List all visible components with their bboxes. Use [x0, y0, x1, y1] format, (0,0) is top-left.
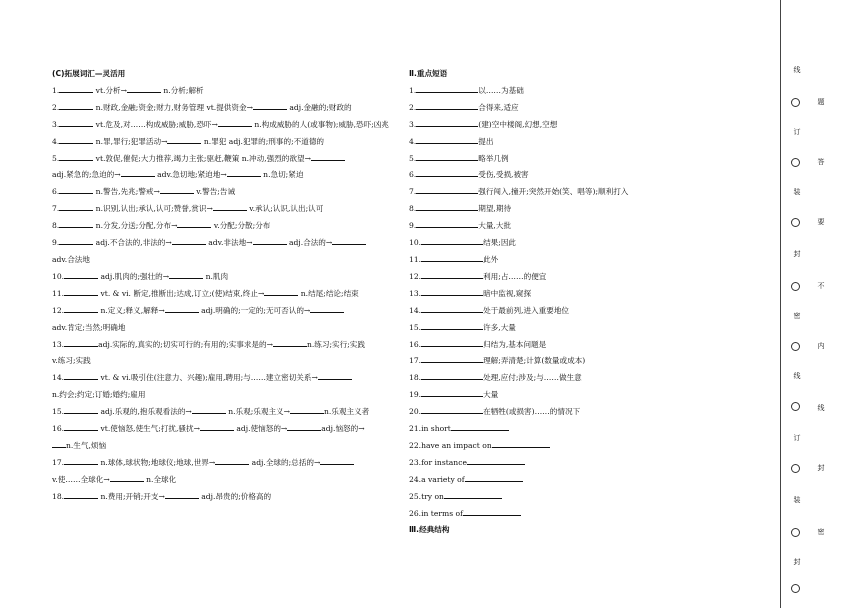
- item-5b: adj.紧急的;急迫的→ adv.急切地;紧迫地→ n.急切;紧迫: [52, 170, 304, 180]
- item-12: 12. n.定义;释义,解释→ adj.明确的;一定的;无可否认的→: [52, 303, 390, 320]
- margin-char-inner: 封: [817, 464, 825, 471]
- margin-circle-icon: [791, 218, 800, 227]
- item-3: 3. vt.危及,对……构成威胁;威胁,恐吓→ n.构成威胁的人(或事物);威胁,恐吓;凶兆: [52, 119, 389, 129]
- margin-char-inner: 答: [817, 158, 825, 165]
- item-13: 13. adj.实际的,真实的;切实可行的;有用的;实事求是的→ n.练习;实行;实践: [52, 339, 365, 349]
- section-heading-phrases: Ⅱ.重点短语: [409, 69, 448, 78]
- item-13b: v.练习;实践: [52, 356, 91, 366]
- item-16: 16. vt.使恼怒,使生气;打扰,骚扰→ adj.使恼怒的→ adj.恼怒的→: [52, 424, 365, 434]
- phrase-item: 6. 受伤,受损,被害: [409, 170, 529, 180]
- section-heading-structures: Ⅲ.经典结构: [409, 525, 450, 535]
- item-9: 9. adj.不合法的,非法的→ adv.非法地→ adj.合法的→: [52, 235, 390, 252]
- phrase-item: 4. 提出: [409, 136, 494, 146]
- margin-char-inner: 不: [817, 282, 825, 289]
- item-6: 6. n.警告,先兆;警戒→ v.警告;告诫: [52, 187, 236, 197]
- item-5: 5. vt.敦促,催促;大力推荐,竭力主张;驱赶,鞭策 n.冲动,强烈的欲望→: [52, 151, 390, 168]
- phrase-column: [409, 66, 709, 539]
- item-17: 17. n.球体,球状物;地球仪;地球,世界→ adj.全球的;总括的→: [52, 455, 390, 472]
- margin-circle-icon: [791, 282, 800, 291]
- phrase-item: 2. 合得来,适应: [409, 102, 519, 112]
- phrase-item: 16. 归结为,基本问题是: [409, 339, 547, 349]
- phrase-item: 5. 略举几例: [409, 153, 509, 163]
- phrase-translate-item: 26.in terms of: [409, 506, 709, 523]
- phrase-item: 17. 理解;弄清楚;计算(数量或成本): [409, 356, 586, 366]
- item-7: 7. n.识别,认出;承认,认可;赞誉,赏识→ v.承认;认识,认出;认可: [52, 204, 324, 214]
- phrase-item: 11. 此外: [409, 254, 499, 264]
- margin-char-inner: 要: [817, 218, 825, 225]
- margin-char: 线: [793, 66, 801, 73]
- item-4: 4. n.罪,罪行;犯罪活动→ n.罪犯 adj.犯罪的;刑事的;不道德的: [52, 136, 325, 146]
- item-16b: n.生气,烦恼: [52, 438, 390, 455]
- margin-circle-icon: [791, 342, 800, 351]
- item-10: 10. adj.肌肉的;强壮的→ n.肌肉: [52, 271, 229, 281]
- margin-char: 装: [793, 188, 801, 195]
- margin-char: 封: [793, 558, 801, 565]
- item-11: 11. vt. & vi. 断定,推断出;达成,订立;(使)结束,终止→ n.结尾;结论;结束: [52, 288, 359, 298]
- margin-circle-icon: [791, 158, 800, 167]
- margin-char-inner: 题: [817, 98, 825, 105]
- item-17b: v.使……全球化→ n.全球化: [52, 474, 177, 484]
- margin-char: 装: [793, 496, 801, 503]
- section-heading: (C)拓展词汇—灵活用: [52, 69, 126, 78]
- binding-line: [780, 0, 781, 608]
- margin-circle-icon: [791, 464, 800, 473]
- phrase-item: 10. 结果;因此: [409, 238, 517, 248]
- item-8: 8. n.分发,分送;分配,分布→ v.分配;分散;分布: [52, 221, 271, 231]
- margin-char: 封: [793, 250, 801, 257]
- margin-char: 线: [793, 372, 801, 379]
- phrase-item: 12. 利用;占……的便宜: [409, 271, 547, 281]
- margin-circle-icon: [791, 98, 800, 107]
- margin-char: 订: [793, 434, 801, 441]
- phrase-item: 7. 强行闯入,撞开;突然开始(笑、唱等);顺利打入: [409, 187, 629, 197]
- phrase-item: 13. 暗中监视,窥探: [409, 288, 532, 298]
- phrase-translate-item: 23.for instance: [409, 455, 709, 472]
- phrase-item: 20. 在牺牲(或损害)……的情况下: [409, 407, 581, 417]
- margin-circle-icon: [791, 584, 800, 593]
- phrase-item: 9. 大量,大批: [409, 221, 512, 231]
- item-18: 18. n.费用;开销;开支→ adj.昂贵的;价格高的: [52, 491, 272, 501]
- item-15: 15. adj.乐观的,抱乐观看法的→ n.乐观;乐观主义→ n.乐观主义者: [52, 407, 370, 417]
- item-2: 2. n.财政,金融;资金;财力,财务管理 vt.提供资金→ adj.金融的;财政的: [52, 102, 352, 112]
- item-12b: adv.肯定;当然;明确地: [52, 322, 126, 332]
- item-1: 1. vt.分析→ n.分析;解析: [52, 85, 204, 95]
- item-14: 14. vt. & vi.吸引住(注意力、兴趣);雇用,聘用;与……建立密切关系→: [52, 370, 390, 387]
- phrase-translate-item: 22.have an impact on: [409, 438, 709, 455]
- phrase-translate-item: 24.a variety of: [409, 472, 709, 489]
- phrase-item: 14. 处于最前列,进入重要地位: [409, 305, 570, 315]
- margin-char: 订: [793, 128, 801, 135]
- phrase-item: 19. 大量: [409, 390, 499, 400]
- phrase-item: 18. 处理,应付;涉及;与……做生意: [409, 373, 582, 383]
- phrase-item: 1. 以……为基础: [409, 85, 524, 95]
- item-14b: n.约会;约定;订婚;婚约;雇用: [52, 390, 146, 400]
- margin-circle-icon: [791, 528, 800, 537]
- margin-char-inner: 内: [817, 342, 825, 349]
- margin-circle-icon: [791, 402, 800, 411]
- vocab-column: [52, 66, 390, 506]
- phrase-item: 3. (建)空中楼阁,幻想,空想: [409, 119, 558, 129]
- margin-char-inner: 线: [817, 404, 825, 411]
- phrase-item: 15. 许多,大量: [409, 322, 516, 332]
- phrase-translate-item: 25.try on: [409, 489, 709, 506]
- margin-char-inner: 密: [817, 528, 825, 535]
- item-9b: adv.合法地: [52, 254, 90, 264]
- margin-char: 密: [793, 312, 801, 319]
- phrase-translate-item: 21.in short: [409, 421, 709, 438]
- phrase-item: 8. 期望,期待: [409, 204, 512, 214]
